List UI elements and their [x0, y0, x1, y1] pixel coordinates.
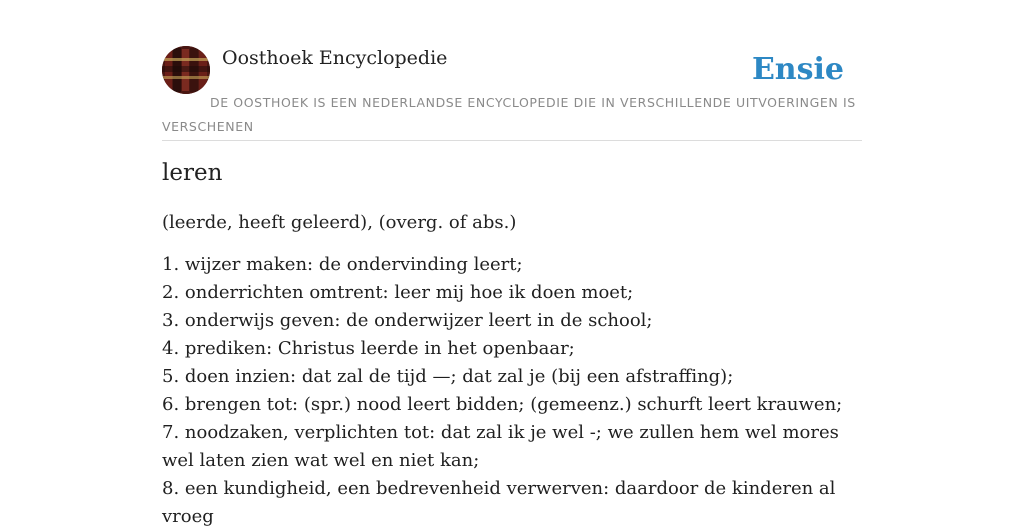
sense-list [162, 251, 862, 531]
site-tagline: DE OOSTHOEK IS EEN NEDERLANDSE ENCYCLOPEDIE DIE IN VERSCHILLENDE UITVOERINGEN IS VERSCHENEN [162, 95, 856, 134]
brand-logo[interactable]: Ensie [751, 52, 844, 87]
list-item: 1. wijzer maken: de ondervinding leert; [162, 254, 523, 275]
site-header [162, 46, 862, 141]
list-item: 2. onderrichten omtrent: leer mij hoe ik doen moet; [162, 282, 634, 303]
list-item: 6. brengen tot: (spr.) nood leert bidden; (gemeenz.) schurft leert krauwen; [162, 394, 843, 415]
avatar[interactable] [162, 46, 210, 94]
list-item: 4. prediken: Christus leerde in het openbaar; [162, 338, 575, 359]
grammar-note: (leerde, heeft geleerd), (overg. of abs.) [162, 212, 517, 233]
list-item: 8. een kundigheid, een bedrevenheid verwerven: daardoor de kinderen al vroeg [162, 478, 836, 527]
entry-content [162, 160, 862, 531]
list-item: 3. onderwijs geven: de onderwijzer leert in de school; [162, 310, 653, 331]
book-spines-icon [162, 46, 210, 94]
site-title[interactable]: Oosthoek Encyclopedie [222, 47, 448, 69]
list-item: 7. noodzaken, verplichten tot: dat zal ik je wel -; we zullen hem wel mores wel laten zien wat wel en niet kan; [162, 422, 839, 471]
page-title: leren [162, 160, 223, 186]
list-item: 5. doen inzien: dat zal de tijd —; dat zal je (bij een afstraffing); [162, 366, 734, 387]
